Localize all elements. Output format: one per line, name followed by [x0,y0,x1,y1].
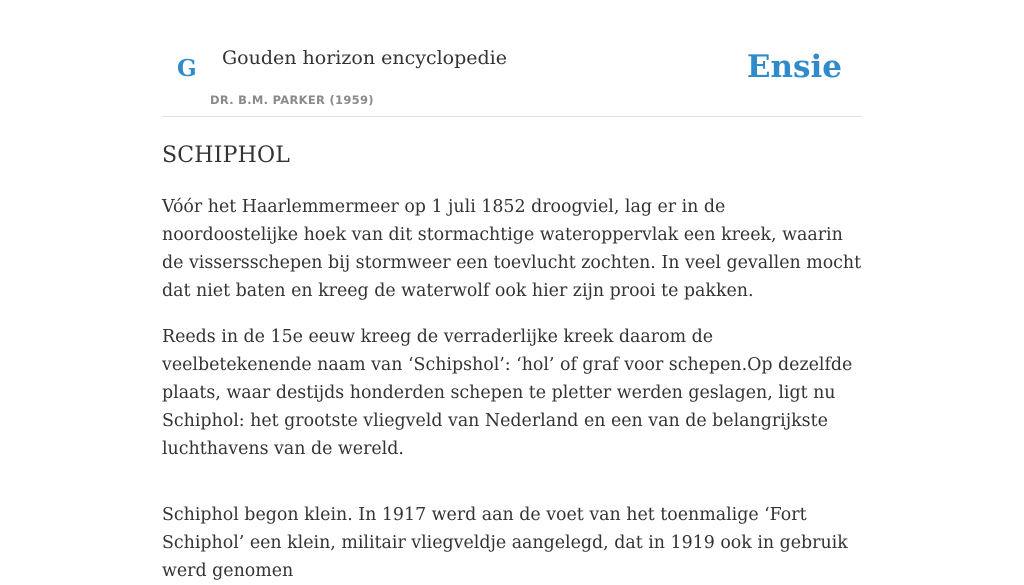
paragraph-3: Schiphol begon klein. In 1917 werd aan de voet van het toenmalige ‘Fort Schiphol’ een klein, militair vliegveldje aangelegd, dat in 1919 ook in gebruik werd genomen [162,505,848,582]
paragraph-2: Reeds in de 15e eeuw kreeg de verraderlijke kreek daarom de veelbetekenende naam van ‘Schipshol’: ‘hol’ of graf voor schepen.Op dezelfde plaats, waar destijds honderden schepen te pletter werden geslagen, ligt nu Schiphol: het grootste vliegveld van Nederland en een van de belangrijkste luchthavens van de wereld. [162,327,853,460]
header [162,0,862,117]
book-author: DR. B.M. PARKER (1959) [210,93,374,107]
article-title: SCHIPHOL [162,143,291,168]
ensie-logo-link[interactable]: Ensie [746,49,842,85]
page [162,0,862,582]
book-initial-logo[interactable]: G [177,55,197,82]
book-title-link[interactable]: Gouden horizon encyclopedie [222,47,507,69]
article-body [162,193,862,585]
paragraph-1: Vóór het Haarlemmermeer op 1 juli 1852 droogviel, lag er in de noordoostelijke hoek van dit stormachtige wateroppervlak een kreek, waarin de vissersschepen bij stormweer een toevlucht zochten. In veel gevallen mocht dat niet baten en kreeg de waterwolf ook hier zijn prooi te pakken. [162,197,862,302]
